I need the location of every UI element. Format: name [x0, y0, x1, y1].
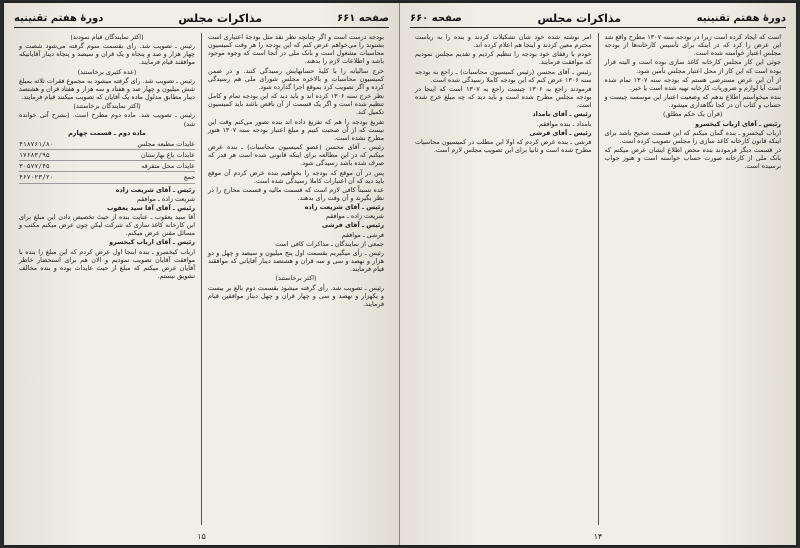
column-divider: [201, 33, 202, 525]
table-cell-label: عایدات مطبعه مجلس: [85, 139, 195, 150]
paragraph: فرمودند راجع به ۱۳۰۶ چیست راجع به ۱۳۰۷ است که اینجا در بودجه مجلس مطرح شده است و باید دید که چه مبلغ خرج شده است.: [415, 84, 592, 110]
paragraph: جوئی این کار مجلس کارخانه کاغذ سازی بوده است و البته قرار بوده است که این کار از محل اعتبار مجلس تأمین شود.: [604, 58, 781, 75]
right-page-center-title: مذاکرات مجلس: [537, 11, 622, 25]
left-page-series-title: دورهٔ هفتم تقنینیه: [14, 12, 104, 24]
paragraph: خرج سالیانه را با کلیهٔ حسابهایش رسیدگی کنند. و در ضمن کمیسیون محاسبات و بالاخره مجلس شورای ملی هم رسیدگی کرده و اگر تصویب کرد بموقع اجرا گذارده شود.: [208, 66, 384, 91]
table-cell-label: عایدات باغ بهارستان: [85, 150, 195, 161]
right-page-left-column: [410, 33, 597, 525]
paragraph: آقا سید یعقوب ـ عنایت بنده از حیث تخصیص دادن این مبلغ برای این کارخانه کاغذ سازی که شرکت لیکن چون عرض میکنم مکتب و مسائل مقنن عرض میکنم.: [19, 212, 195, 238]
paragraph: است که ایجاد کرده است زیرا در بودجه سنه ۱۳۰۷ مطرح واقع شد این عرض را کرد که در اینکه برای تأسیس کارخانه‌ها از بودجه مجلس اعتبار خواسته شده است.: [604, 33, 781, 58]
right-page-columns: [410, 33, 786, 525]
speaker-line: رئیس ـ آقای بامداد: [532, 110, 592, 119]
paragraph: عده نسبتاً کافی لازم است که قسمت مالیه و قسمت مخارج را در نظر بگیرند و آن وقت رأی بدهند.: [208, 185, 384, 202]
book-spread: [4, 3, 796, 545]
paragraph: رئیس ـ تصویب شد. رأی گرفته میشود بقسمت دوم بالغ بر بیست و یکهزار و نهصد و سی و چهار قران و چهل دینار موافقین قیام فرمایند.: [208, 283, 384, 308]
table-row: [19, 139, 195, 150]
paragraph: رئیس ـ تصویب شد. رای بقسمت سوم گرفته می‌شود شصت و چهار هزار و صد و پنجاه و یک قران و سیصد و پنجاه دینار آقایانیکه موافقند قیام فرمایند.: [19, 42, 195, 67]
right-page-right-column: [600, 33, 787, 525]
quote-note: (قرآن یک حکم مطلق): [663, 110, 723, 119]
paragraph: رئیس ـ تصویب شد. رای گرفته میشود به مجموع فقرات ثلاثه بمبلغ شش میلیون و چهار صد و هفتاد و سه هزار و هفتاد قران و هشتصد دینار مطابق مدلول ماده یک آقایان که تصویب میکنند قیام فرمایند.: [19, 76, 195, 102]
speaker-line: رئیس ـ آقای ارباب کیخسرو: [109, 238, 195, 247]
table-cell-value: ۳۰۵۷۷/۴۵: [19, 161, 85, 172]
left-page-right-column: [203, 33, 389, 525]
revenue-table: [19, 139, 195, 184]
table-cell-value: ۴۶۷۰۲۳/۲۰: [19, 172, 85, 183]
left-page-columns: [14, 33, 389, 525]
right-page-series-title: دورهٔ هفتم تقنینیه: [696, 12, 786, 24]
left-page-left-column: [14, 33, 200, 525]
paragraph: فرشی ـ بنده عرض کردم که اولا این مطلب در کمیسیون محاسبات مطرح شده است و ثانیا برای این تصویب مجلس لازم است.: [415, 137, 592, 155]
speaker-line: رئیس ـ آقای آقا سید یعقوب: [106, 203, 195, 212]
paragraph: رئیس ـ آقای محسن (عضو کمیسیون محاسبات) ـ بنده عرض میکنم که در این مطالعه برای اینکه قانونی شده است هر قدر که صرف شده باشد رسیدگی شود.: [208, 143, 384, 168]
right-page: [400, 3, 796, 545]
article-heading: ماده دوم ـ قسمت چهارم: [68, 128, 146, 137]
speaker-line: رئیس ـ آقای فرشی: [529, 128, 592, 137]
paragraph: ارباب کیخسرو ـ بنده گمان میکنم که این قسمت صحیح باشد برای اینکه قانون کارخانه کاغذ سازی را مجلس تصویب کرده است.: [604, 128, 781, 145]
vote-note: (عده کثیری برخاستند): [77, 67, 137, 76]
vote-note: (اکثر نمایندگان قیام نمودند): [70, 33, 144, 41]
paragraph: رئیس ـ تصویب شد. ماده دوم مطرح است. (بشرح آتی خوانده شد): [19, 111, 195, 128]
paragraph: رئیس ـ آقای محسن (رئیس کمیسیون محاسبات) ـ راجع به بودجه سنه ۱۳۰۶ عرض کنم که این بودجه کاملا رسیدگی شده است.: [415, 67, 592, 84]
paragraph: رئیس ـ رأی میگیریم بقسمت اول پنج میلیون و سیصد و چهل و دو هزار و نهصد و سی و سه قران و هشتصد دینار آقایانی که موافقند قیام فرمایند.: [208, 248, 384, 274]
paragraph: پس در آن موقع که بودجه را بخواهیم بنده عرض کردم آن موقع باید دید که آن اعتبارات کاملا رسیدگی شده است.: [208, 168, 384, 185]
left-page-footer: ۱۵: [197, 532, 206, 541]
paragraph: بنده میخواستم اطلاع بدهم که وضعیت اعتبار این موسسه چیست و حساب و کتاب آن در کجا نگاهداری میشود.: [604, 93, 781, 110]
paragraph: شریعت زاده ـ موافقم: [136, 194, 195, 203]
table-cell-label: عایدات محل متفرقه: [85, 161, 195, 172]
paragraph: تفریغ بودجه را هم که تفریغ داده اند بنده تصور می‌کنم وقت این نیست که از آن صحبت کنیم و مبلغ اعتبار بودجه سنه ۱۳۰۷ هنوز مطرح نشده است.: [208, 117, 384, 142]
left-page-header: [14, 9, 389, 28]
left-page-number: صفحه ۶۶۱: [337, 12, 389, 24]
paragraph: شریعت زاده ـ موافقم: [325, 212, 384, 221]
right-page-number: صفحه ۶۶۰: [410, 12, 462, 24]
right-page-header: [410, 9, 786, 28]
vote-note: (اکثر برخاستند): [275, 274, 317, 283]
paragraph: خودم با رفقای خود بودجه را تنظیم کردیم و تقدیم مجلس نمودیم که موافقت فرمایند.: [415, 50, 592, 67]
paragraph: از آن این عرض مسترضی هستم که بودجه سنه ۱۳۰۷ تمام شده است آیا لوازم و ضروریات کارخانه تهیه شده است یا خیر.: [604, 75, 781, 92]
column-divider: [598, 33, 599, 525]
speaker-line: رئیس ـ آقای شریعت زاده: [304, 203, 384, 212]
vote-note: (اکثر نمایندگان برخاستند): [73, 102, 141, 111]
table-row: [19, 150, 195, 161]
paragraph: ارباب کیخسرو ـ بنده اینجا اول عرض کردم که این مبلغ را بنده با موافقت آقایان تصویب نمودیم و الان هم برای استحضار خاطر آقایان عرض میکنم که مبلغ از حیث عایدات بوده و بنده مخالف تشویق نیستم.: [19, 247, 195, 281]
paragraph: بامداد ـ بنده موافقم.: [536, 119, 592, 128]
left-page: [4, 3, 400, 545]
table-cell-label: جمع: [85, 172, 195, 183]
left-page-center-title: مذاکرات مجلس: [178, 11, 263, 25]
table-cell-value: ۱۷۶۸۳/۹۵: [19, 150, 85, 161]
table-row: [19, 161, 195, 172]
paragraph: امر نوشته شده خود شان تشکیلات کردند و بنده را به ریاست محترم معین کردند و اینجا هم اعلام کرده اند.: [415, 33, 592, 50]
table-total-row: [19, 172, 195, 183]
speaker-line: رئیس ـ آقای فرشی: [321, 221, 384, 230]
speaker-line: رئیس ـ آقای ارباب کیخسرو: [695, 119, 781, 128]
right-page-footer: ۱۴: [593, 532, 603, 541]
paragraph: فرشی ـ موافقم: [341, 230, 384, 239]
paragraph: در قسمت دیگر فرمودند بنده محض اطلاع ایشان عرض میکنم که بانک ملی از کارخانه صورت حساب خواسته است و هنوز جواب نرسیده است.: [604, 146, 781, 171]
paragraph: نظر خرج سنه ۱۳۰۶ کرده اند و باید دید که این بودجه تمام و کامل تنظیم شده است و اگر یک قسمت از آن ناقص باشد باید کمیسیون تکمیل کند.: [208, 92, 384, 117]
table-cell-value: ۴۱۸۷۶۱/۸۰: [19, 139, 85, 150]
speaker-line: رئیس ـ آقای شریعت زاده: [115, 185, 195, 194]
paragraph: بودجه درست است و اگر چنانچه نظر نقد مثل بودجهٔ اعتباری است بشنوند را می‌خواهم عرض کنم که این بودجه را هر وقت کمیسیون محاسبات مشغول است و بانک ملی در آنجا است که وجوه موجود باشد و اطلاعات لازم را بدهند.: [208, 33, 384, 66]
paragraph: جمعی از نمایندگان ـ مذاکرات کافی است: [275, 239, 384, 248]
